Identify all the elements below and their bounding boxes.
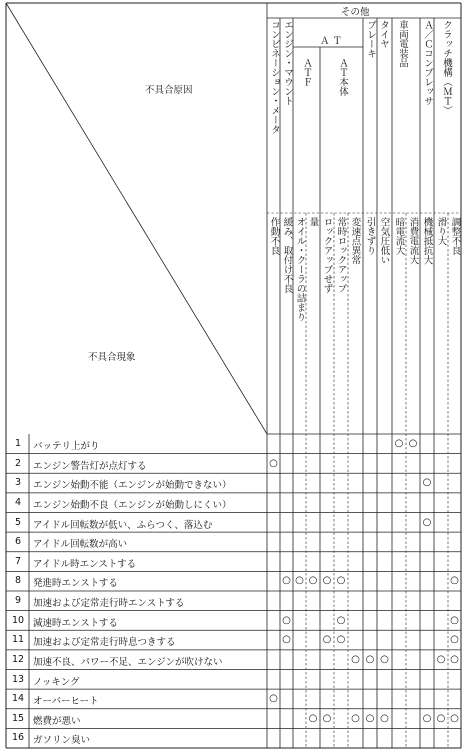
check-mark: ○ [269, 693, 278, 705]
check-mark: ○ [282, 575, 291, 587]
category-clutch: クラッチ機構（ＭＴ） [441, 20, 452, 115]
check-mark: ○ [365, 653, 375, 665]
cause-label-9: 空気圧低い [378, 217, 390, 265]
cause-label: 不具合原因 [145, 85, 193, 96]
category-brake: ブレーキ [365, 20, 376, 58]
row-number: 7 [14, 555, 22, 567]
check-mark: ○ [365, 712, 375, 724]
check-mark: ○ [282, 614, 291, 626]
check-mark: ○ [336, 634, 346, 646]
row-phenomenon-label: バッテリ上がり [33, 441, 100, 452]
check-mark: ○ [450, 575, 459, 587]
cause-label-6: 常時ロックアップ [335, 217, 347, 293]
row-number: 16 [11, 732, 25, 744]
phenomenon-label: 不具合現象 [88, 352, 136, 363]
check-mark: ○ [422, 477, 432, 489]
check-mark: ○ [380, 712, 389, 724]
row-phenomenon-label: アイドル時エンストする [33, 558, 137, 570]
cause-label-10: 暗電流大 [393, 217, 405, 255]
category-at: ＡＴ [320, 36, 346, 47]
row-number: 6 [14, 536, 22, 548]
check-mark: ○ [351, 653, 360, 665]
check-mark: ○ [322, 575, 332, 587]
cause-label-7: 変速点異常 [349, 217, 361, 265]
check-mark: ○ [295, 575, 304, 587]
cause-label-2: 緩み、取付け不良 [281, 217, 293, 293]
row-phenomenon-label: 加速不良、パワー不足、エンジンが吹けない [33, 656, 223, 668]
check-mark: ○ [450, 653, 459, 665]
row-phenomenon-label: ガソリン臭い [33, 735, 91, 747]
cause-label-11: 消費電流大 [407, 217, 419, 265]
check-mark: ○ [436, 712, 446, 724]
row-phenomenon-label: エンジン警告灯が点灯する [33, 460, 147, 472]
check-mark: ○ [308, 575, 318, 587]
row-number: 10 [11, 614, 25, 626]
category-electrical: 車両電装品 [397, 20, 408, 68]
check-mark: ○ [422, 712, 432, 724]
check-mark: ○ [336, 614, 346, 626]
cause-label-4: 量 [307, 217, 319, 227]
row-number: 13 [11, 673, 25, 685]
cause-label-14: 調整不良 [449, 217, 461, 255]
check-mark: ○ [322, 634, 332, 646]
group-title: その他 [341, 7, 370, 18]
check-mark: ○ [408, 438, 418, 449]
check-mark: ○ [269, 457, 278, 469]
row-phenomenon-label: エンジン始動不良（エンジンが始動しにくい） [33, 499, 232, 511]
grid-line [6, 3, 267, 434]
category-atf: ＡＴＦ [301, 58, 312, 87]
cause-label-1: 作動不良 [268, 217, 280, 255]
row-phenomenon-label: 加速および定常走行時息つきする [33, 637, 176, 649]
check-mark: ○ [282, 634, 291, 646]
row-number: 11 [11, 634, 25, 646]
row-phenomenon-label: 減速時エンストする [33, 617, 118, 629]
cause-label-3: オイル・クーラの詰まり [294, 217, 306, 322]
cause-label-5: ロックアップせず [321, 217, 333, 293]
row-phenomenon-label: オーバーヒート [33, 696, 99, 708]
row-number: 15 [11, 712, 25, 724]
check-mark: ○ [380, 653, 389, 665]
cause-label-8: 引きずり [364, 217, 376, 255]
row-number: 9 [14, 595, 22, 606]
check-mark: ○ [351, 712, 360, 724]
row-number: 1 [14, 438, 22, 449]
row-phenomenon-label: エンジン始動不能（エンジンが始動できない） [33, 480, 232, 492]
row-number: 4 [14, 496, 22, 508]
row-number: 5 [14, 516, 22, 528]
row-number: 14 [11, 693, 25, 705]
cause-label-13: 滑り大 [435, 217, 447, 246]
category-at-body: ＡＴ本体 [337, 58, 348, 96]
category-ac-compressor: Ａ／Ｃコンプレッサ [422, 20, 433, 106]
check-mark: ○ [450, 634, 459, 646]
row-phenomenon-label: ノッキング [33, 676, 80, 688]
row-number: 3 [14, 477, 22, 489]
check-mark: ○ [422, 516, 432, 528]
check-mark: ○ [322, 712, 332, 724]
check-mark: ○ [308, 712, 318, 724]
row-phenomenon-label: 加速および定常走行時エンストする [33, 598, 185, 609]
check-mark: ○ [394, 438, 404, 449]
row-number: 12 [11, 653, 25, 665]
row-phenomenon-label: 発進時エンストする [33, 578, 118, 590]
row-phenomenon-label: アイドル回転数が低い、ふらつく、落込む [33, 519, 213, 531]
check-mark: ○ [336, 575, 346, 587]
cause-label-12: 機械抵抗大 [421, 217, 433, 265]
check-mark: ○ [450, 712, 459, 724]
category-engine-mount: エンジン・マウント [282, 20, 293, 106]
row-phenomenon-label: アイドル回転数が高い [33, 539, 128, 551]
category-tire: タイヤ [378, 20, 389, 49]
check-mark: ○ [436, 653, 446, 665]
row-phenomenon-label: 燃費が悪い [33, 715, 81, 727]
row-number: 2 [14, 457, 22, 469]
check-mark: ○ [450, 614, 459, 626]
row-number: 8 [14, 575, 22, 587]
category-meter: コンビネーション・メータ [269, 20, 280, 134]
